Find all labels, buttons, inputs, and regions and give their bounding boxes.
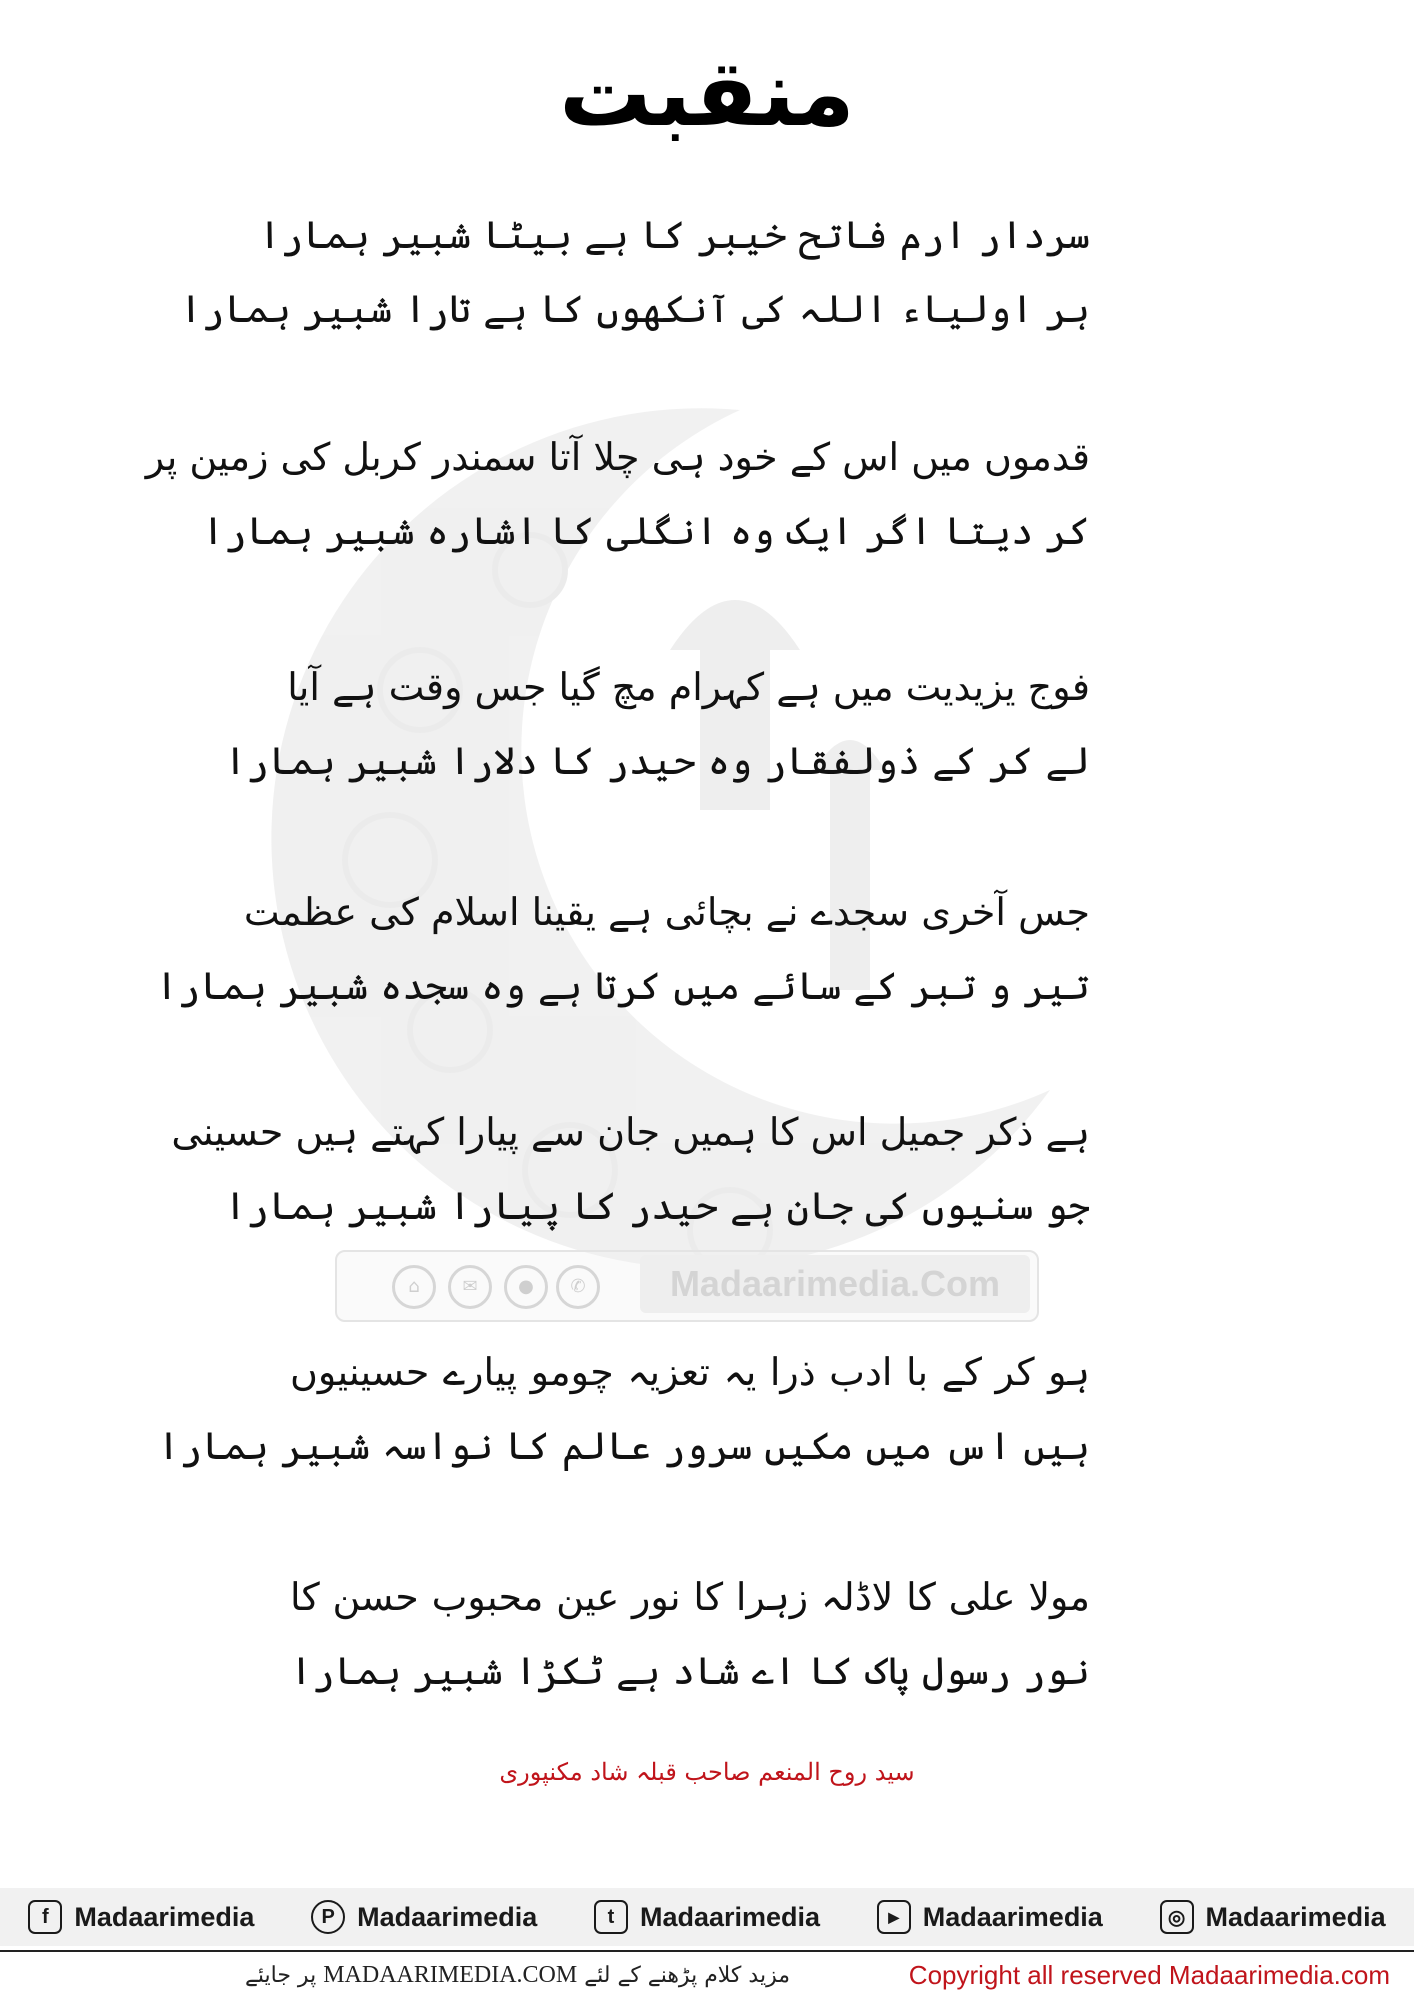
verse-line: نور رسول پاک کا اے شاد ہے ٹکڑا شبیر ہمارا xyxy=(290,1649,1090,1693)
home-icon: ⌂ xyxy=(392,1265,436,1309)
read-more-suffix: پر جایئے xyxy=(244,1963,317,1988)
twitter-icon: t xyxy=(594,1900,628,1934)
verse-line: ہے ذکر جمیل اس کا ہمیں جان سے پیارا کہتے ہیں حسینی xyxy=(171,1110,1090,1154)
pinterest-icon: P xyxy=(311,1900,345,1934)
stanza-4 xyxy=(155,875,1090,1023)
instagram-icon: ◎ xyxy=(1160,1900,1194,1934)
social-youtube[interactable] xyxy=(877,1900,1103,1934)
youtube-icon: ▶ xyxy=(877,1900,911,1934)
verse-line: لے کر کے ذولفقار وہ حیدر کا دلارا شبیر ہمارا xyxy=(224,739,1090,783)
social-label: Madaarimedia xyxy=(922,1901,1103,1932)
verse-line: تیر و تبر کے سائے میں کرتا ہے وہ سجدہ شبیر ہمارا xyxy=(155,964,1090,1008)
verse-line: مولا علی کا لاڈلہ زہرا کا نور عین محبوب حسن کا xyxy=(290,1575,1090,1619)
verse-line: کر دیتا اگر ایک وہ انگلی کا اشارہ شبیر ہمارا xyxy=(201,509,1090,553)
stanza-2 xyxy=(145,420,1090,568)
social-label: Madaarimedia xyxy=(357,1901,538,1932)
read-more-prefix: مزید کلام پڑھنے کے لئے xyxy=(584,1963,790,1988)
stanza-3 xyxy=(224,650,1090,798)
read-more-note xyxy=(30,1955,790,1995)
social-label: Madaarimedia xyxy=(74,1901,255,1932)
social-twitter[interactable] xyxy=(594,1900,820,1934)
social-instagram[interactable] xyxy=(1160,1900,1386,1934)
facebook-icon: f xyxy=(28,1900,62,1934)
verse-line: ہیں اس میں مکیں سرور عالم کا نواسہ شبیر ہمارا xyxy=(157,1424,1090,1468)
stanza-1 xyxy=(179,198,1090,346)
stanza-5 xyxy=(171,1095,1090,1243)
poet-credit: سید روح المنعم صاحب قبلہ شاد مکنپوری xyxy=(499,1758,915,1786)
copyright-text: Copyright all reserved Madaarimedia.com xyxy=(908,1960,1390,1990)
social-facebook[interactable] xyxy=(28,1900,254,1934)
verse-line: فوج یزیدیت میں ہے کہرام مچ گیا جس وقت ہے آیا xyxy=(287,665,1090,709)
social-bar xyxy=(0,1888,1414,1946)
phone-icon: ✆ xyxy=(556,1265,600,1309)
page-title: منقبت xyxy=(559,40,855,147)
footer-divider xyxy=(0,1950,1414,1952)
verse-line: ہو کر کے با ادب ذرا یہ تعزیہ چومو پیارے حسینیوں xyxy=(290,1350,1090,1394)
user-icon: ● xyxy=(504,1265,548,1309)
verse-line: جس آخری سجدے نے بچائی ہے یقینا اسلام کی عظمت xyxy=(243,890,1090,934)
stanza-6 xyxy=(157,1335,1090,1483)
mail-icon: ✉ xyxy=(448,1265,492,1309)
site-link[interactable]: MADAARIMEDIA.COM xyxy=(323,1962,578,1988)
verse-line: سردار ارم فاتح خیبر کا ہے بیٹا شبیر ہمارا xyxy=(258,213,1090,257)
verse-line: ہر اولیاء اللہ کی آنکھوں کا ہے تارا شبیر ہمارا xyxy=(179,287,1090,331)
social-label: Madaarimedia xyxy=(639,1901,821,1932)
verse-line: جو سنیوں کی جان ہے حیدر کا پیارا شبیر ہمارا xyxy=(224,1184,1090,1228)
watermark-text: Madaarimedia.Com xyxy=(640,1255,1030,1313)
verse-line: قدموں میں اس کے خود ہی چلا آتا سمندر کربل کی زمین پر xyxy=(145,435,1090,479)
social-pinterest[interactable] xyxy=(311,1900,537,1934)
stanza-7 xyxy=(290,1560,1090,1708)
social-label: Madaarimedia xyxy=(1205,1901,1386,1932)
